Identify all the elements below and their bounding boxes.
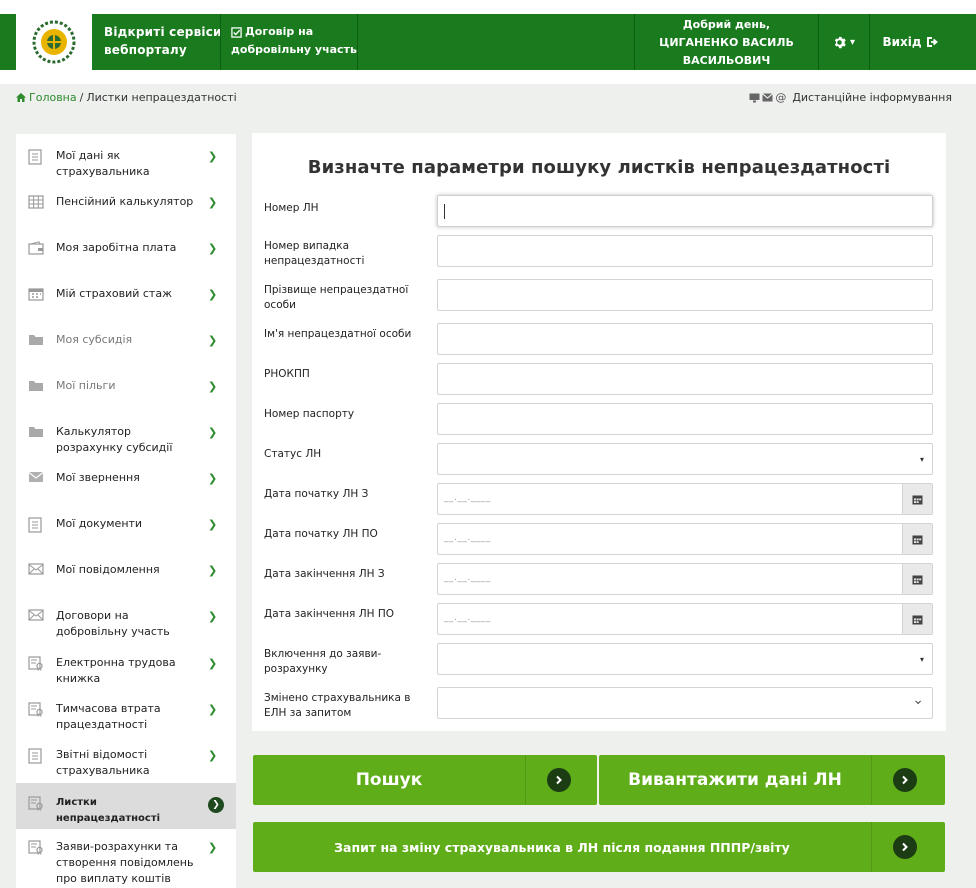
- sidebar-item[interactable]: [16, 783, 236, 829]
- sidebar-item-label: Моя заробітна плата: [56, 241, 177, 254]
- sidebar-item[interactable]: [16, 608, 236, 644]
- chevron-right-icon: ❯: [208, 797, 224, 813]
- field-label: Дата початку ЛН З: [264, 488, 369, 500]
- folder-icon: [28, 333, 46, 347]
- sidebar-item[interactable]: [16, 701, 236, 737]
- sidebar-item[interactable]: [16, 332, 236, 368]
- document-list-icon: [28, 149, 46, 163]
- chevron-right-icon: ❯: [208, 196, 218, 209]
- select-dropdown[interactable]: [437, 643, 933, 675]
- search-button[interactable]: Пошук: [253, 755, 597, 805]
- brand-title[interactable]: Відкриті сервіси вебпорталу: [104, 25, 222, 57]
- calendar-icon: [28, 287, 46, 301]
- sidebar-item-label: Електронна трудова книжка: [56, 656, 176, 685]
- calendar-icon[interactable]: [902, 604, 932, 634]
- chevron-right-icon: ❯: [208, 657, 218, 670]
- chevron-right-icon: ❯: [208, 288, 218, 301]
- user-greeting: Добрий день, ЦИГАНЕНКО ВАСИЛЬ ВАСИЛЬОВИЧ: [634, 14, 818, 70]
- document-list-icon: [28, 517, 46, 531]
- sidebar-item[interactable]: [16, 286, 236, 322]
- breadcrumb: Головна / Листки непрацездатності: [16, 91, 237, 104]
- sidebar-item-label: Моя субсидія: [56, 333, 133, 346]
- envelope-outline-icon: [28, 609, 46, 623]
- chevron-right-icon: ❯: [208, 518, 218, 531]
- sidebar-item-label: Пенсійний калькулятор: [56, 195, 194, 208]
- date-mask: __.__.____: [444, 493, 491, 503]
- sidebar-item[interactable]: [16, 839, 236, 885]
- sidebar-item[interactable]: [16, 240, 236, 276]
- document-list-icon: [28, 748, 46, 762]
- date-input[interactable]: [437, 523, 933, 555]
- field-label: Статус ЛН: [264, 448, 322, 460]
- sidebar-item[interactable]: [16, 148, 236, 184]
- date-input[interactable]: [437, 603, 933, 635]
- chevron-right-icon: ❯: [208, 472, 218, 485]
- chevron-right-icon: ❯: [208, 426, 218, 439]
- sidebar-item-label: Мої дані як страхувальника: [56, 149, 150, 178]
- field-label: Ім'я непрацездатної особи: [264, 328, 412, 340]
- calendar-icon[interactable]: [902, 564, 932, 594]
- certificate-icon: [28, 840, 46, 854]
- chevron-right-icon: ❯: [208, 749, 218, 762]
- folder-icon: [28, 379, 46, 393]
- sidebar-item-label: Мої документи: [56, 517, 143, 530]
- home-icon: [16, 93, 26, 102]
- form-title: Визначте параметри пошуку листків непрацездатності: [307, 157, 891, 178]
- remote-info-link[interactable]: @ Дистанційне інформування: [749, 91, 952, 104]
- chevron-right-icon: ❯: [208, 150, 218, 163]
- sidebar-item-label: Мої повідомлення: [56, 563, 160, 576]
- envelope-icon: [762, 93, 773, 102]
- chevron-right-icon: ❯: [208, 380, 218, 393]
- field-label: Прізвище непрацездатної особи: [264, 284, 409, 311]
- date-input[interactable]: [437, 563, 933, 595]
- wallet-icon: [28, 241, 46, 255]
- arrow-right-icon: [547, 768, 571, 792]
- sidebar-item[interactable]: [16, 562, 236, 598]
- select-dropdown[interactable]: [437, 687, 933, 719]
- date-input[interactable]: [437, 483, 933, 515]
- caret-down-icon: ▾: [849, 36, 856, 48]
- nav-contract-link[interactable]: Договір на добровільну участь: [220, 14, 358, 70]
- chevron-right-icon: ❯: [208, 841, 218, 854]
- sidebar-item[interactable]: [16, 424, 236, 460]
- field-label: Номер паспорту: [264, 408, 355, 420]
- breadcrumb-bar: [0, 84, 976, 116]
- sidebar: [16, 134, 236, 888]
- caret-down-icon: ⌄: [912, 692, 924, 708]
- folder-icon: [28, 425, 46, 439]
- sidebar-item[interactable]: [16, 655, 236, 691]
- logout-button[interactable]: Вихід: [870, 14, 950, 70]
- field-label: Дата закінчення ЛН ПО: [264, 608, 395, 620]
- caret-down-icon: ▾: [919, 455, 924, 464]
- emblem-icon: [30, 18, 78, 66]
- sidebar-item[interactable]: [16, 747, 236, 783]
- change-insurer-request-button[interactable]: Запит на зміну страхувальника в ЛН після подання ПППР/звіту: [253, 822, 945, 872]
- text-input[interactable]: [437, 279, 933, 311]
- sign-out-icon: [926, 36, 938, 48]
- text-input[interactable]: [437, 403, 933, 435]
- field-label: Номер ЛН: [264, 202, 319, 214]
- sidebar-item-label: Звітні відомості страхувальника: [56, 748, 150, 777]
- envelope-icon: [28, 471, 46, 485]
- field-label: Змінено страхувальника в ЕЛН за запитом: [264, 692, 411, 719]
- arrow-right-icon: [893, 768, 917, 792]
- chevron-right-icon: ❯: [208, 242, 218, 255]
- chevron-right-icon: ❯: [208, 610, 218, 623]
- date-mask: __.__.____: [444, 613, 491, 623]
- sidebar-item[interactable]: [16, 516, 236, 552]
- field-label: Дата початку ЛН ПО: [264, 528, 378, 540]
- sidebar-item-label: Калькулятор розрахунку субсидії: [56, 425, 173, 454]
- checkbox-icon: [231, 27, 242, 38]
- field-label: Включення до заяви-розрахунку: [264, 648, 382, 675]
- select-dropdown[interactable]: [437, 443, 933, 475]
- calendar-icon[interactable]: [902, 524, 932, 554]
- certificate-icon: [28, 656, 46, 670]
- text-input[interactable]: [437, 195, 933, 227]
- gear-icon: [833, 36, 846, 49]
- certificate-icon: [28, 796, 46, 810]
- sidebar-item-label: Тимчасова втрата працездатності: [56, 702, 161, 731]
- arrow-right-icon: [893, 835, 917, 859]
- calendar-icon[interactable]: [902, 484, 932, 514]
- field-label: РНОКПП: [264, 368, 310, 380]
- sidebar-item[interactable]: [16, 194, 236, 230]
- sidebar-item-label: Договори на добровільну участь: [56, 609, 170, 638]
- caret-down-icon: ▾: [919, 655, 924, 664]
- sidebar-item-label: Мої звернення: [56, 471, 140, 484]
- text-input[interactable]: [437, 235, 933, 267]
- text-cursor: [444, 204, 445, 219]
- calculator-icon: [28, 195, 46, 209]
- date-mask: __.__.____: [444, 533, 491, 543]
- sidebar-item-label: Мої пільги: [56, 379, 116, 392]
- chevron-right-icon: ❯: [208, 334, 218, 347]
- chevron-right-icon: ❯: [208, 564, 218, 577]
- breadcrumb-current: Листки непрацездатності: [86, 91, 237, 104]
- text-input[interactable]: [437, 363, 933, 395]
- search-form-panel: [252, 133, 946, 731]
- field-label: Номер випадка непрацездатності: [264, 240, 365, 267]
- monitor-icon: [749, 93, 760, 103]
- settings-dropdown[interactable]: [818, 14, 870, 70]
- at-icon: @: [775, 91, 787, 104]
- sidebar-item-label: Заяви-розрахунки та створення повідомлень про виплату коштів: [56, 840, 194, 885]
- certificate-icon: [28, 702, 46, 716]
- envelope-outline-icon: [28, 563, 46, 577]
- sidebar-item-label: Листки непрацездатності: [56, 797, 161, 824]
- chevron-right-icon: ❯: [208, 703, 218, 716]
- logo[interactable]: [16, 14, 92, 70]
- field-label: Дата закінчення ЛН З: [264, 568, 385, 580]
- export-button[interactable]: Вивантажити дані ЛН: [599, 755, 945, 805]
- sidebar-item[interactable]: [16, 470, 236, 506]
- breadcrumb-home[interactable]: Головна: [16, 91, 77, 104]
- header: [0, 0, 976, 84]
- text-input[interactable]: [437, 323, 933, 355]
- sidebar-item-label: Мій страховий стаж: [56, 287, 172, 300]
- sidebar-item[interactable]: [16, 378, 236, 414]
- date-mask: __.__.____: [444, 573, 491, 583]
